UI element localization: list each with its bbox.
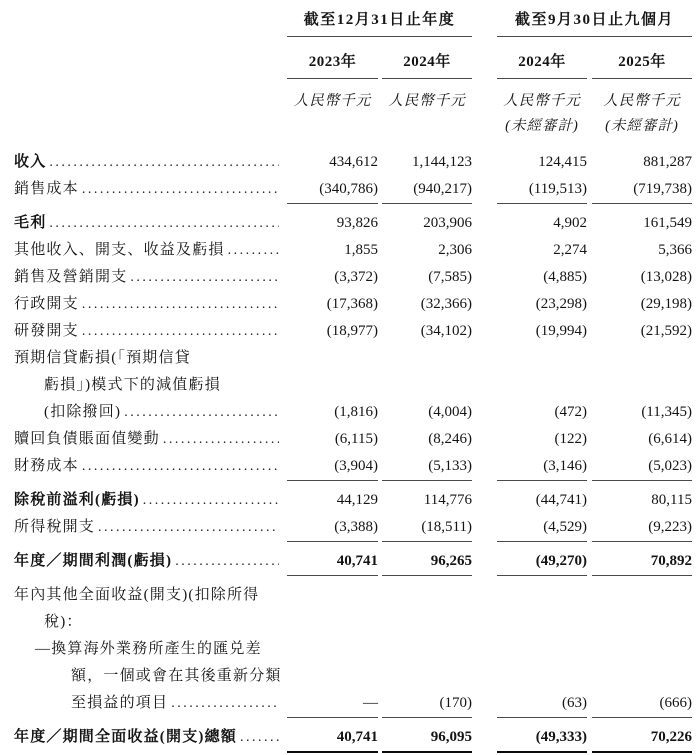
row-label: 其他收入、開支、收益及虧損 (14, 242, 225, 258)
unit-label: 人民幣千元 (388, 93, 466, 109)
period-group-header-row (14, 8, 700, 37)
value-fy2023: (6,115) (334, 431, 378, 447)
value-fy2024: (940,217) (382, 176, 472, 204)
row-total-comprehensive-income (14, 724, 700, 751)
row-label-cell (14, 345, 287, 372)
value-fy2023: (340,786) (287, 176, 378, 204)
value-9m2025: (13,028) (640, 269, 692, 285)
value-9m2024: (49,270) (497, 548, 587, 576)
value-9m2024: (44,741) (535, 492, 587, 508)
row-label-cell (14, 724, 287, 751)
row-cost-of-sales (14, 176, 700, 203)
value-9m2024: (4,529) (497, 514, 587, 542)
period-group-year-ended: 截至12月31日止年度 (287, 8, 472, 37)
dot-leader (82, 176, 279, 203)
value-9m2024: (19,994) (535, 323, 587, 339)
dot-leader (171, 690, 279, 717)
value-9m2025: (5,023) (592, 453, 692, 481)
row-label: 年內其他全面收益(開支)(扣除所得 (14, 587, 260, 603)
value-9m2024: 4,902 (553, 215, 587, 231)
label-column-spacer (14, 8, 287, 37)
dot-leader (228, 237, 279, 264)
value-fy2023: (3,904) (287, 453, 378, 481)
row-gross-profit (14, 210, 700, 237)
row-profit-for-period (14, 548, 700, 575)
dot-leader (49, 149, 279, 176)
value-9m2024: (49,333) (497, 724, 587, 753)
row-label-cell (14, 690, 287, 717)
value-9m2025: 70,892 (592, 548, 692, 576)
row-rd-expenses (14, 318, 700, 345)
value-fy2023: — (287, 690, 378, 718)
year-header-row (14, 50, 700, 79)
row-exchange-differences-line1 (14, 636, 700, 663)
row-label: 除稅前溢利(虧損) (14, 492, 140, 508)
row-label: —換算海外業務所產生的匯兑差 (35, 641, 262, 657)
unit-label: 人民幣千元 (293, 93, 372, 109)
value-fy2023: 40,741 (287, 724, 378, 753)
value-fy2024: (34,102) (420, 323, 472, 339)
unit-label: 人民幣千元 (603, 93, 681, 109)
dot-leader (240, 724, 279, 751)
period-group-nine-months: 截至9月30日止九個月 (497, 8, 692, 37)
row-label-cell (14, 514, 287, 541)
row-label-cell (14, 453, 287, 480)
row-label-cell (14, 399, 287, 426)
value-fy2023: (1,816) (334, 404, 378, 420)
row-exchange-differences-values (14, 690, 700, 717)
row-label: 贖回負債賬面值變動 (14, 431, 160, 447)
value-fy2024: (18,511) (382, 514, 472, 542)
row-label: 虧損」)模式下的減值虧損 (44, 377, 221, 393)
dot-leader (175, 548, 279, 575)
row-ecl-impairment-values (14, 399, 700, 426)
value-9m2024: (63) (497, 690, 587, 718)
value-9m2025: 5,366 (658, 242, 692, 258)
unit-label: 人民幣千元 (503, 93, 581, 109)
value-fy2024: (170) (382, 690, 472, 718)
value-fy2024: 96,265 (382, 548, 472, 576)
row-label: 至損益的項目 (71, 695, 169, 711)
row-revenue (14, 149, 700, 176)
value-fy2023: (18,977) (326, 323, 378, 339)
dot-leader (49, 210, 279, 237)
row-redemption-liabilities-change (14, 426, 700, 453)
value-9m2025: (6,614) (648, 431, 692, 447)
row-label-cell (14, 636, 287, 663)
row-ecl-impairment-line2 (14, 372, 700, 399)
row-label-cell (14, 264, 287, 291)
row-oci-header-line1 (14, 582, 700, 609)
value-9m2025: 161,549 (643, 215, 692, 231)
value-9m2025: (9,223) (592, 514, 692, 542)
row-other-income-expenses-gains-losses (14, 237, 700, 264)
row-finance-costs (14, 453, 700, 480)
value-fy2024: 96,095 (382, 724, 472, 753)
row-label-cell (14, 609, 287, 636)
value-fy2024: (32,366) (420, 296, 472, 312)
value-fy2023: 1,855 (344, 242, 378, 258)
value-9m2024: 124,415 (538, 154, 587, 170)
value-9m2025: 80,115 (651, 492, 692, 508)
col-header-2023: 2023年 (287, 50, 378, 79)
value-9m2024: (4,885) (543, 269, 587, 285)
row-label: 預期信貸虧損(「預期信貸 (14, 350, 191, 366)
row-label-cell (14, 176, 287, 203)
row-label-cell (14, 426, 287, 453)
value-9m2024: (23,298) (535, 296, 587, 312)
row-label-cell (14, 149, 287, 176)
value-fy2023: (17,368) (326, 296, 378, 312)
dot-leader (124, 399, 279, 426)
value-fy2023: 434,612 (329, 154, 378, 170)
value-fy2024: 2,306 (438, 242, 472, 258)
value-fy2024: 1,144,123 (412, 154, 472, 170)
currency-unit-row (14, 91, 700, 111)
row-income-tax-expense (14, 514, 700, 541)
dot-leader (82, 453, 279, 480)
value-9m2025: 70,226 (592, 724, 692, 753)
row-label: 財務成本 (14, 458, 79, 474)
value-9m2025: (719,738) (592, 176, 692, 204)
row-exchange-differences-line2 (14, 663, 700, 690)
row-selling-marketing-expenses (14, 264, 700, 291)
row-oci-header-line2 (14, 609, 700, 636)
row-label: 所得稅開支 (14, 519, 96, 535)
value-fy2024: 203,906 (423, 215, 472, 231)
value-9m2024: (119,513) (497, 176, 587, 204)
dot-leader (143, 487, 279, 514)
row-label: 行政開支 (14, 296, 79, 312)
row-label: 稅)： (44, 614, 83, 630)
col-header-2024: 2024年 (382, 50, 472, 79)
col-header-2025-9m: 2025年 (592, 50, 692, 79)
dot-leader (82, 291, 279, 318)
value-9m2025: (21,592) (640, 323, 692, 339)
dot-leader (82, 318, 279, 345)
value-9m2025: (666) (592, 690, 692, 718)
value-fy2024: (7,585) (428, 269, 472, 285)
value-9m2025: 881,287 (643, 154, 692, 170)
unaudited-label: (未經審計) (605, 118, 679, 134)
row-label-cell (14, 237, 287, 264)
row-label: 銷售成本 (14, 181, 79, 197)
value-fy2023: 93,826 (336, 215, 378, 231)
value-9m2024: 2,274 (553, 242, 587, 258)
value-fy2023: 44,129 (336, 492, 378, 508)
row-label-cell (14, 291, 287, 318)
value-9m2024: (472) (554, 404, 587, 420)
value-fy2024: (4,004) (428, 404, 472, 420)
row-label-cell (14, 210, 287, 237)
row-label-cell (14, 548, 287, 575)
row-label-cell (14, 663, 287, 690)
row-label: 額，一個或會在其後重新分類 (71, 668, 282, 684)
col-header-2024-9m: 2024年 (497, 50, 587, 79)
value-9m2024: (3,146) (497, 453, 587, 481)
value-fy2023: (3,372) (334, 269, 378, 285)
row-label: 研發開支 (14, 323, 79, 339)
row-ecl-impairment-line1 (14, 345, 700, 372)
value-fy2023: (3,388) (287, 514, 378, 542)
unaudited-row (14, 116, 700, 136)
value-9m2025: (29,198) (640, 296, 692, 312)
group-gap (472, 8, 497, 37)
row-label-cell (14, 372, 287, 399)
row-label: 毛利 (14, 215, 47, 231)
row-label: 銷售及營銷開支 (14, 269, 128, 285)
row-label: (扣除撥回) (44, 404, 122, 420)
value-9m2024: (122) (554, 431, 587, 447)
row-label: 年度／期間利潤(虧損) (14, 553, 173, 569)
row-label-cell (14, 318, 287, 345)
row-label: 收入 (14, 154, 47, 170)
row-label: 年度／期間全面收益(開支)總額 (14, 729, 237, 745)
value-fy2024: (5,133) (382, 453, 472, 481)
row-label-cell (14, 487, 287, 514)
value-fy2024: (8,246) (428, 431, 472, 447)
value-9m2025: (11,345) (641, 404, 692, 420)
value-fy2024: 114,776 (423, 492, 472, 508)
row-administrative-expenses (14, 291, 700, 318)
dot-leader (98, 514, 279, 541)
row-profit-before-tax (14, 487, 700, 514)
dot-leader (130, 264, 279, 291)
unaudited-label: (未經審計) (505, 118, 579, 134)
dot-leader (163, 426, 279, 453)
row-label-cell (14, 582, 287, 609)
value-fy2023: 40,741 (287, 548, 378, 576)
